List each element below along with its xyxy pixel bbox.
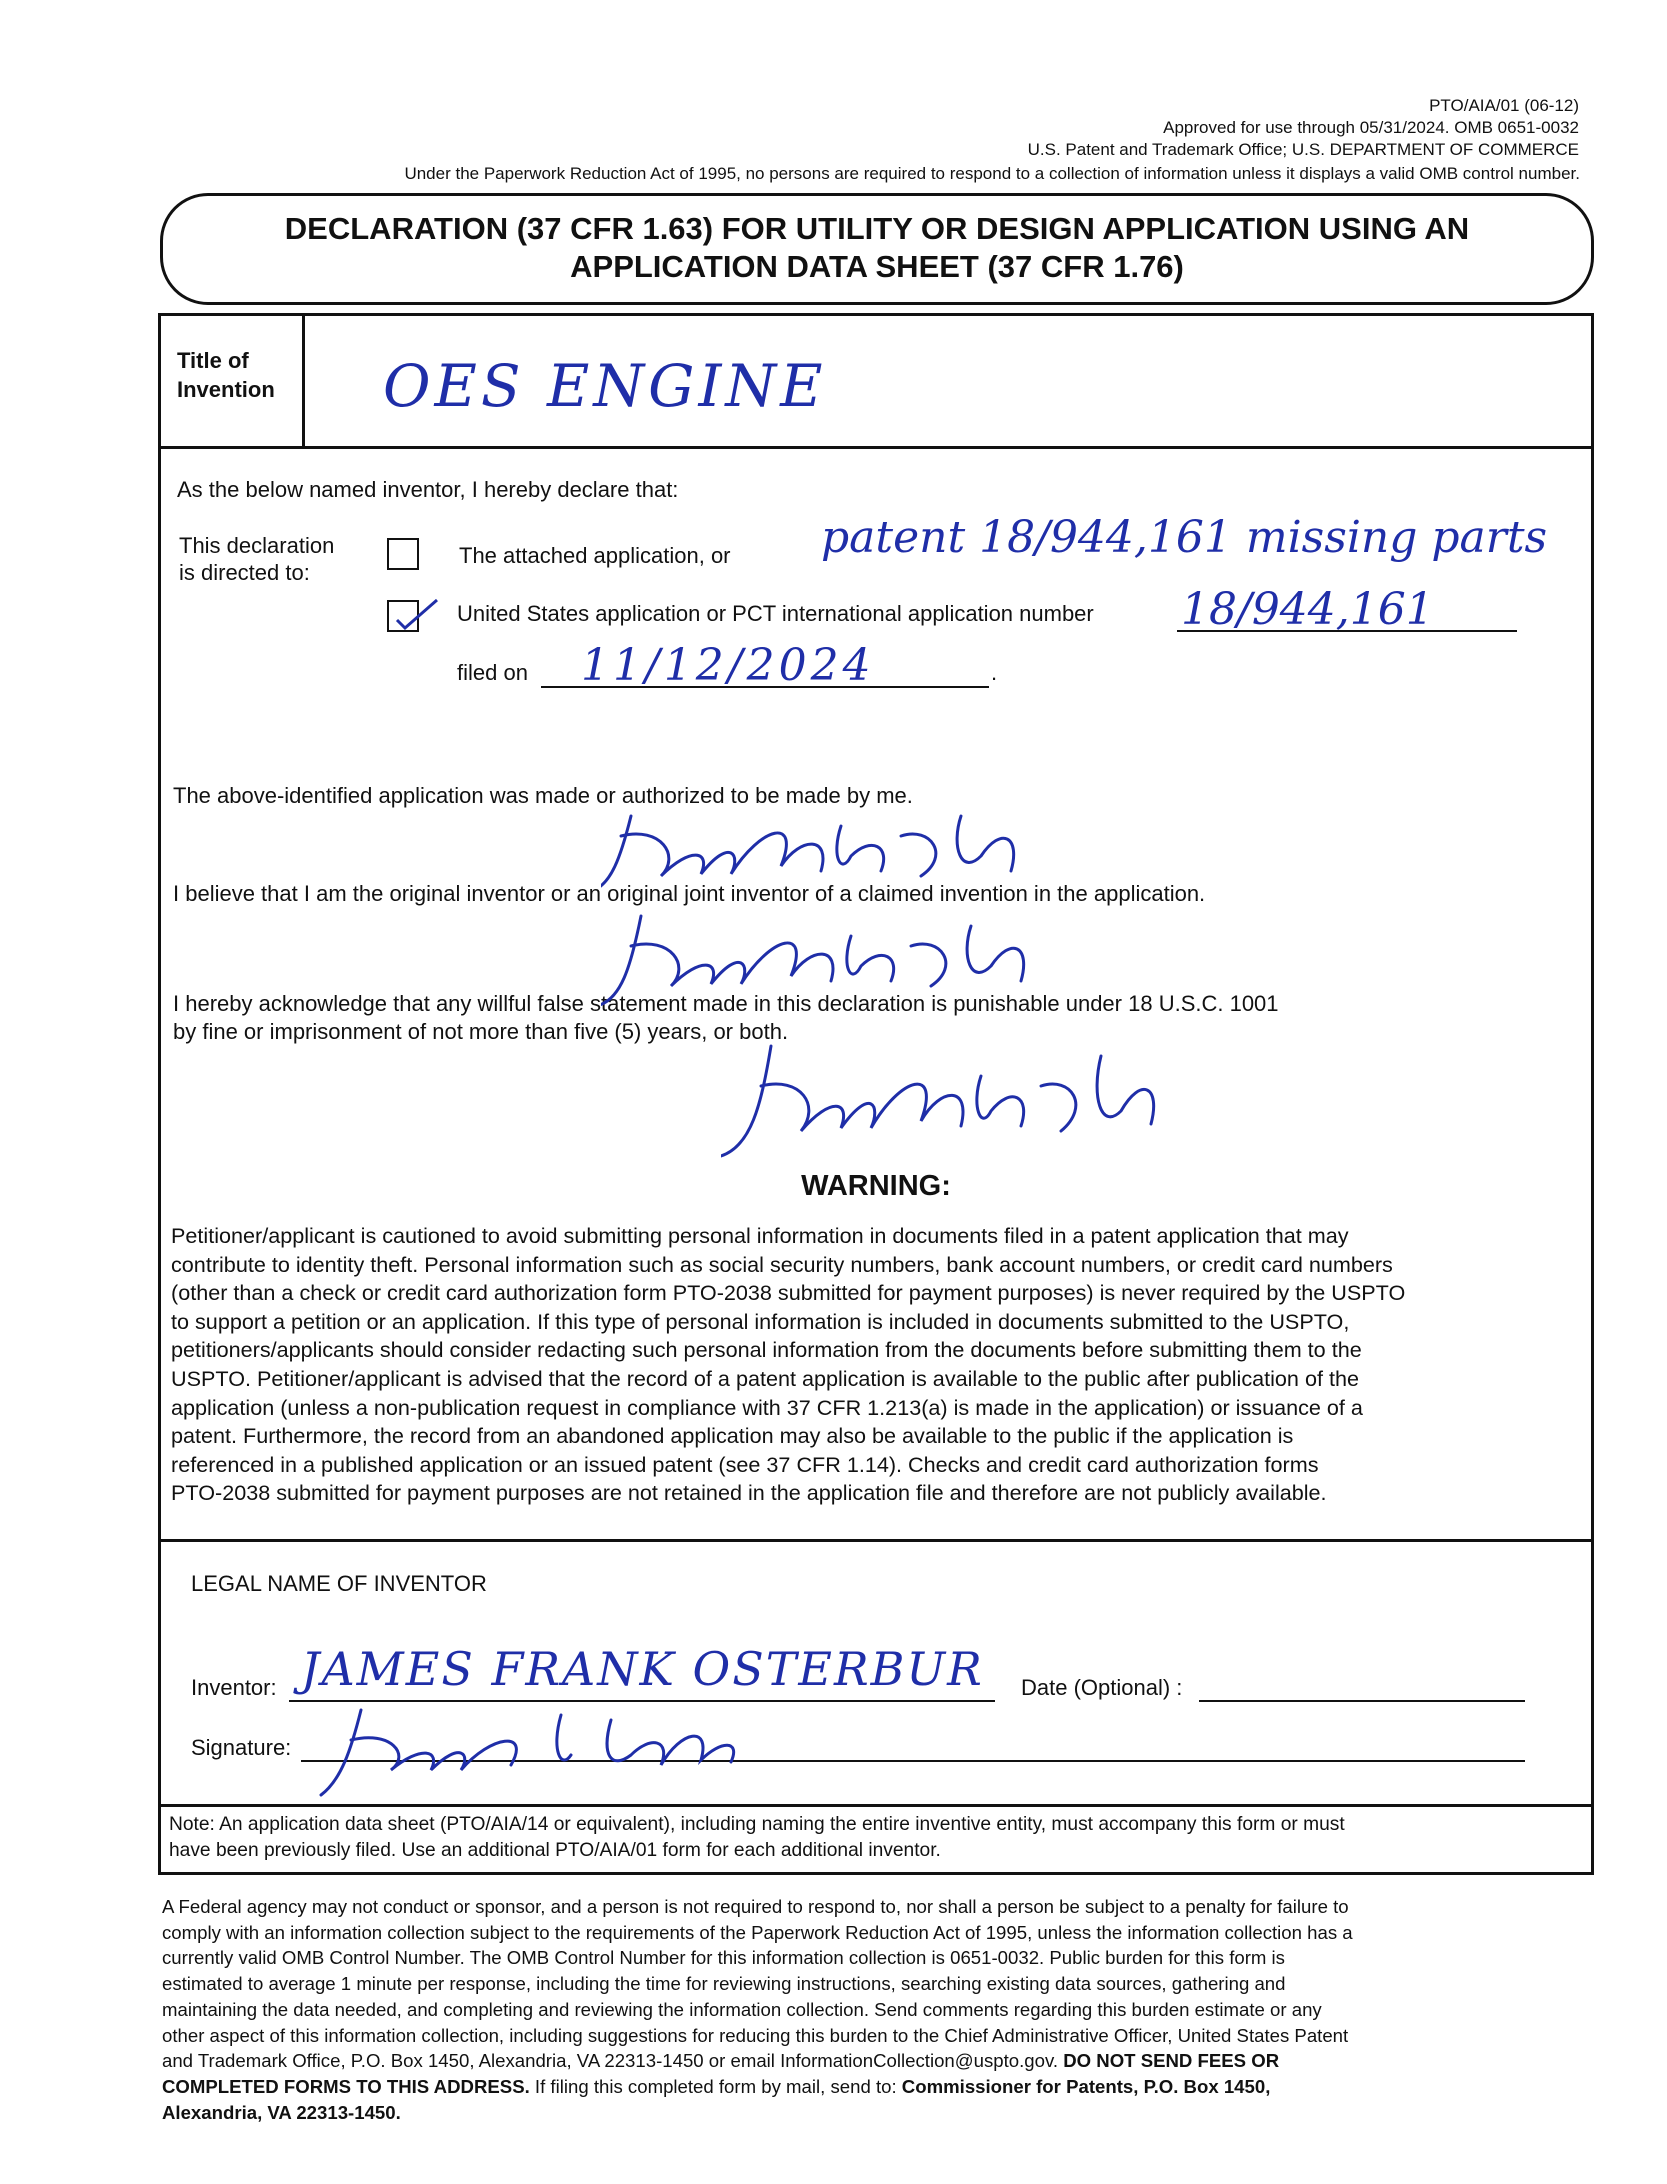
check-mark-icon: [393, 594, 441, 628]
attached-application-checkbox[interactable]: [387, 538, 419, 570]
invention-label-line2: Invention: [177, 377, 275, 402]
directed-to-label-line2: is directed to:: [179, 560, 310, 585]
inventor-label: Inventor:: [191, 1675, 277, 1700]
signature-label: Signature:: [191, 1735, 292, 1760]
warning-body: Petitioner/applicant is cautioned to avoid submitting personal information in documents filed in a patent application that may contribute to identity theft. Personal information such as social security numbers, bank account numbers, or credit card numbers (other than a check or credit card authorization form PTO-2038 submitted for payment purposes) is never required by the USPTO to support a petition or an application. If this type of personal information is included in documents submitted to the USPTO, petitioners/applicants should consider redacting such personal information from the documents before submitting them to the USPTO. Petitioner/applicant is advised that the record of a patent application is available to the public after publication of the application (unless a non-publication request in compliance with 37 CFR 1.213(a) is made in the application) or issuance of a patent. Furthermore, the record from an abandoned application may also be available to the public if the application is referenced in a published application or an issued patent (see 37 CFR 1.14). Checks and credit card authorization forms PTO-2038 submitted for payment purposes are not retained in the application file and therefore are not publicly available.: [171, 1223, 1406, 1506]
signature-mark-1: [601, 796, 1041, 906]
directed-to-label-line1: This declaration: [179, 533, 335, 558]
legal-name-label: LEGAL NAME OF INVENTOR: [191, 1571, 487, 1596]
invention-row-divider: [161, 446, 1591, 449]
form-number: PTO/AIA/01 (06-12): [1429, 96, 1579, 115]
footer-text-1: A Federal agency may not conduct or sponsor, and a person is not required to respond to, nor shall a person be subject to a penalty for failure to comply with an information collection subject to the requirements of the Paperwork Reduction Act of 1995, unless the information collection has a currently valid OMB Control Number. The OMB Control Number for this information collection is 0651-0032. Public burden for this form is estimated to average 1 minute per response, including the time for reviewing instructions, searching existing data sources, gathering and maintaining the data needed, and completing and reviewing the information collection. Send comments regarding this burden estimate or any other aspect of this information collection, including suggestions for reducing this burden to the Chief Administrative Officer, United States Patent and Trademark Office, P.O. Box 1450, Alexandria, VA 22313-1450 or email InformationCollection@uspto.gov.: [162, 1896, 1353, 2072]
footer-bold-2: Commissioner for Patents, P.O. Box 1450, Alexandria, VA 22313-1450.: [162, 2075, 1271, 2123]
pra-notice: Under the Paperwork Reduction Act of 1995, no persons are required to respond to a collection of information unless it displays a valid OMB control number.: [404, 164, 1580, 183]
date-label: Date (Optional) :: [1021, 1675, 1183, 1700]
us-application-checkbox[interactable]: [387, 600, 419, 632]
date-line[interactable]: [1199, 1700, 1525, 1702]
declaration-form: [158, 313, 1594, 1875]
signature-mark-2: [601, 906, 1041, 1016]
application-number-value[interactable]: 18/944,161: [1181, 584, 1434, 635]
inventor-name-value[interactable]: JAMES FRANK OSTERBUR: [301, 1642, 984, 1696]
form-title-line2: APPLICATION DATA SHEET (37 CFR 1.76): [570, 249, 1184, 284]
ads-note: Note: An application data sheet (PTO/AIA/14 or equivalent), including naming the entire inventive entity, must accompany this form or must have been previously filed. Use an additional PTO/AIA/01 form for each additional inventor.: [169, 1814, 1345, 1861]
footer-bold-1: DO NOT SEND FEES OR COMPLETED FORMS TO THIS ADDRESS.: [162, 2050, 1280, 2097]
filed-on-period: .: [991, 660, 998, 685]
omb-approval: Approved for use through 05/31/2024. OMB 0651-0032: [1163, 118, 1579, 137]
inventor-signature-mark: [311, 1700, 751, 1800]
filed-on-value[interactable]: 11/12/2024: [581, 640, 875, 691]
declaration-intro: As the below named inventor, I hereby declare that:: [177, 477, 679, 502]
directed-to-label: [179, 532, 334, 586]
form-title: [163, 210, 1591, 286]
statement-acknowledge-line1: I hereby acknowledge that any willful false statement made in this declaration is punishable under 18 U.S.C. 1001: [173, 991, 1279, 1016]
invention-divider: [302, 316, 305, 449]
us-application-label: United States application or PCT international application number: [457, 601, 1094, 626]
attached-application-label: The attached application, or: [459, 543, 731, 568]
statement-original-inventor: I believe that I am the original inventor or an original joint inventor of a claimed invention in the application.: [173, 881, 1206, 906]
warning-divider: [161, 1539, 1591, 1542]
signature-divider: [161, 1804, 1591, 1807]
agency-name: U.S. Patent and Trademark Office; U.S. DEPARTMENT OF COMMERCE: [1027, 140, 1579, 159]
statement-acknowledge-line2: by fine or imprisonment of not more than five (5) years, or both.: [173, 1019, 789, 1044]
footer-text-2: If filing this completed form by mail, send to:: [529, 2075, 902, 2097]
invention-title-value[interactable]: OES ENGINE: [383, 352, 827, 420]
form-title-line1: DECLARATION (37 CFR 1.63) FOR UTILITY OR DESIGN APPLICATION USING AN: [284, 211, 1470, 246]
handwritten-note: patent 18/944,161 missing parts: [821, 512, 1548, 563]
filed-on-label: filed on: [457, 660, 528, 685]
invention-label-line1: Title of: [177, 348, 249, 373]
footer-burden-statement: [162, 1894, 1592, 2125]
warning-heading: WARNING:: [801, 1170, 951, 1202]
signature-mark-3: [721, 1036, 1181, 1166]
statement-authorized: The above-identified application was made or authorized to be made by me.: [173, 783, 913, 808]
invention-label: [177, 346, 275, 404]
form-title-box: [160, 193, 1594, 305]
